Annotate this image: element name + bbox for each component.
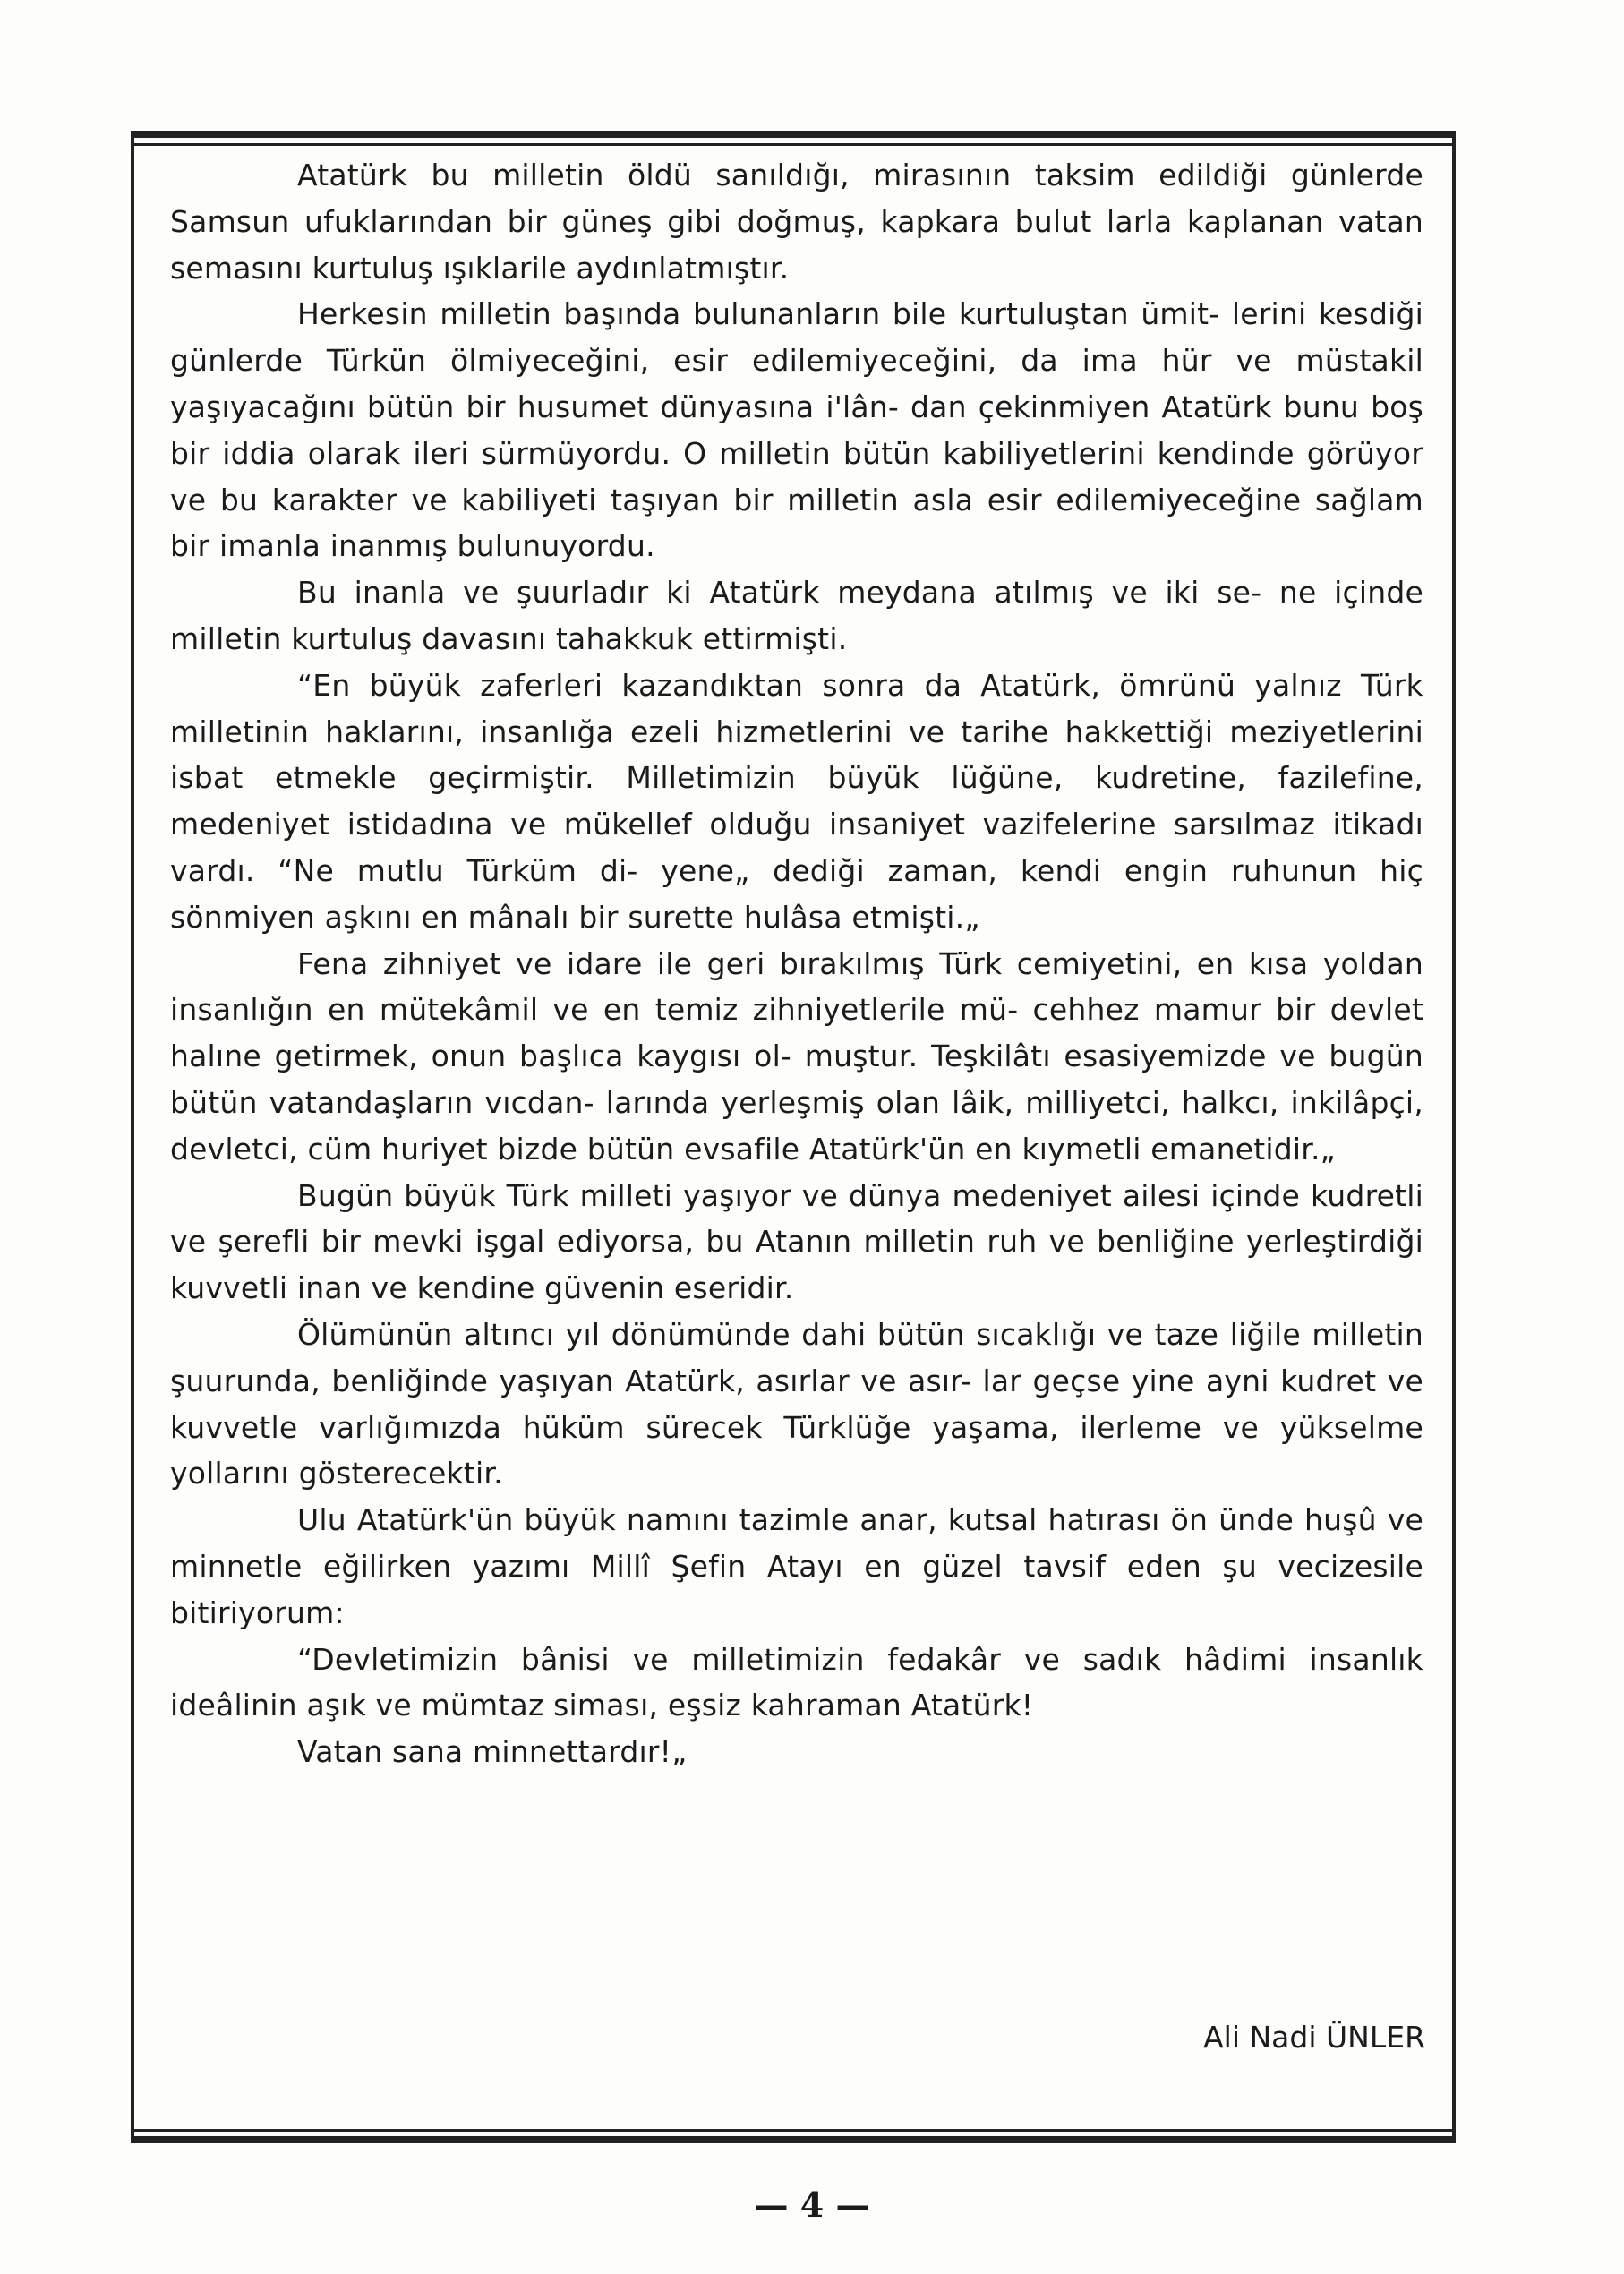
frame-top-thick-rule [134,131,1455,138]
page-number: — 4 — [754,2184,870,2225]
paragraph-6: Bugün büyük Türk milleti yaşıyor ve dünya medeniyet ailesi içinde kudretli ve şerefli bir mevki işgal ediyorsa, bu Atanın milletin ruh ve benliğine yerleştirdiği kuvvetli inan ve kendine güvenin eseridir. [170,1177,1423,1306]
author-signature: Ali Nadi ÜNLER [1203,2020,1425,2055]
paragraph-5: Fena zihniyet ve idare ile geri bırakılmış Türk cemiyetini, en kısa yoldan insanlığın en mütekâmil ve en temiz zihniyetlerile mü- cehhez mamur bir devlet halıne getirmek, onun başlıca kaygısı ol- muştur. Teşkilâtı esasiyemizde ve bugün bütün vatandaşların vıcdan- larında yerleşmiş olan lâik, milliyetci, halkcı, inkilâpçi, devletci, cüm huriyet bizde bütün evsafile Atatürk'ün en kıymetli emanetidir.„ [170,945,1423,1167]
paragraph-10: Vatan sana minnettardır!„ [297,1734,688,1770]
paragraph-2: Herkesin milletin başında bulunanların bile kurtuluştan ümit- lerini kesdiği günlerde Türkün ölmiyeceğini, esir edilemiyeceğini, da ima hür ve müstakil yaşıyacağını bütün bir husumet dünyasına i'lân- dan çekinmiyen Atatürk bunu boş bir iddia olarak ileri sürmüyordu. O milletin bütün kabiliyetlerini kendinde görüyor ve bu karakter ve kabiliyeti taşıyan bir milletin asla esir edilemiyeceğine sağlam bir imanla inanmış bulunuyordu. [170,296,1423,564]
paragraph-1: Atatürk bu milletin öldü sanıldığı, mirasının taksim edildiği günlerde Samsun ufuklarından bir güneş gibi doğmuş, kapkara bulut larla kaplanan vatan semasını kurtuluş ışıklarile aydınlatmıştır. [170,158,1423,286]
paragraph-9: “Devletimizin bânisi ve milletimizin fedakâr ve sadık hâdimi insanlık ideâlinin aşık ve mümtaz siması, eşsiz kahraman Atatürk! [170,1641,1423,1723]
article-body [170,152,1423,1775]
frame-right-rule [1452,131,1456,2143]
paragraph-8: Ulu Atatürk'ün büyük namını tazimle anar, kutsal hatırası ön ünde huşû ve minnetle eğilirken yazımı Millî Şefin Atayı en güzel tavsif eden şu vecizesile bitiriyorum: [170,1502,1423,1630]
frame-top-thin-rule [134,143,1455,146]
paragraph-4: “En büyük zaferleri kazandıktan sonra da Atatürk, ömrünü yalnız Türk milletinin haklarını, insanlığa ezeli hizmetlerini ve tarihe hakkettiği meziyetlerini isbat etmekle geçirmiştir. Milletimizin büyük lüğüne, kudretine, fazilefine, medeniyet istidadına ve mükellef olduğu insaniyet vazifelerine sarsılmaz itikadı vardı. “Ne mutlu Türküm di- yene„ dediği zaman, kendi engin ruhunun hiç sönmiyen aşkını en mânalı bir surette hulâsa etmişti.„ [170,667,1423,935]
paragraph-7: Ölümünün altıncı yıl dönümünde dahi bütün sıcaklığı ve taze liğile milletin şuurunda, benliğinde yaşıyan Atatürk, asırlar ve asır- lar geçse yine ayni kudret ve kuvvetle varlığımızda hüküm sürecek Türklüğe yaşama, ilerleme ve yükselme yollarını gösterecektir. [170,1316,1423,1492]
frame-bottom-thin-rule [134,2129,1455,2132]
frame-bottom-thick-rule [134,2136,1455,2143]
paragraph-3: Bu inanla ve şuurladır ki Atatürk meydana atılmış ve iki se- ne içinde milletin kurtuluş davasını tahakkuk ettirmişti. [170,575,1423,656]
frame-left-rule [131,131,134,2143]
